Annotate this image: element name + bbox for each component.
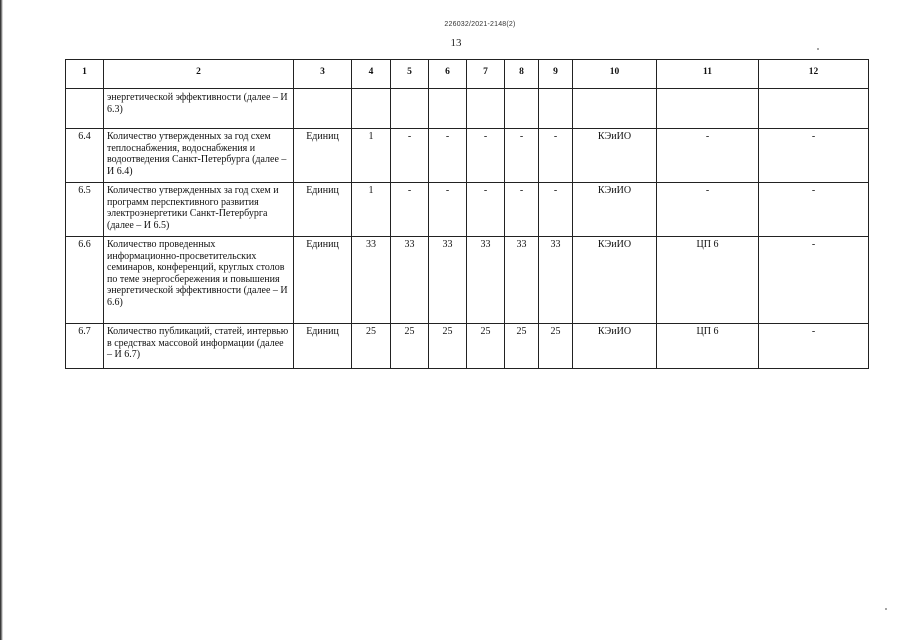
header-cell: 4 <box>352 60 391 89</box>
value-cell <box>352 89 391 129</box>
value-cell: 33 <box>467 237 505 324</box>
table-row-continuation <box>66 89 869 129</box>
value-cell <box>391 89 429 129</box>
executor-cell: КЭиИО <box>573 183 657 237</box>
value-cell <box>429 89 467 129</box>
unit-cell: Единиц <box>294 183 352 237</box>
header-cell: 3 <box>294 60 352 89</box>
value-cell: 1 <box>352 183 391 237</box>
value-cell: - <box>467 183 505 237</box>
value-cell: 1 <box>352 129 391 183</box>
value-cell: 33 <box>539 237 573 324</box>
page-number: 13 <box>450 37 462 49</box>
value-cell: 25 <box>505 324 539 369</box>
table-row <box>66 324 869 369</box>
scan-edge <box>0 0 3 640</box>
value-cell: 25 <box>352 324 391 369</box>
indicator-name-cell: Количество публикаций, статей, интервью в средствах массовой информации (далее – И 6.7) <box>104 324 294 369</box>
value-cell: - <box>539 183 573 237</box>
value-cell: - <box>429 129 467 183</box>
scan-speck <box>885 608 887 610</box>
value-cell: - <box>391 129 429 183</box>
table-header-row <box>66 60 869 89</box>
note-cell: - <box>759 129 869 183</box>
header-cell: 12 <box>759 60 869 89</box>
value-cell: 25 <box>391 324 429 369</box>
executor-cell <box>573 89 657 129</box>
executor-cell: КЭиИО <box>573 324 657 369</box>
indicator-name-cell: Количество утвержденных за год схем и программ перспективного развития электроэнергетики Санкт-Петербурга (далее – И 6.5) <box>104 183 294 237</box>
row-number-cell: 6.7 <box>66 324 104 369</box>
header-cell: 10 <box>573 60 657 89</box>
program-cell <box>657 89 759 129</box>
value-cell <box>505 89 539 129</box>
header-cell: 5 <box>391 60 429 89</box>
value-cell: 25 <box>539 324 573 369</box>
table-row <box>66 129 869 183</box>
value-cell: - <box>429 183 467 237</box>
row-number-cell <box>66 89 104 129</box>
value-cell: - <box>505 183 539 237</box>
registration-number: 226032/2021-2148(2) <box>444 21 516 28</box>
header-cell: 6 <box>429 60 467 89</box>
header-cell: 1 <box>66 60 104 89</box>
table-row <box>66 237 869 324</box>
header-cell: 7 <box>467 60 505 89</box>
program-cell: ЦП 6 <box>657 237 759 324</box>
unit-cell: Единиц <box>294 324 352 369</box>
program-cell: - <box>657 129 759 183</box>
table-row <box>66 183 869 237</box>
note-cell: - <box>759 183 869 237</box>
value-cell <box>539 89 573 129</box>
program-cell: - <box>657 183 759 237</box>
program-cell: ЦП 6 <box>657 324 759 369</box>
note-cell <box>759 89 869 129</box>
executor-cell: КЭиИО <box>573 129 657 183</box>
value-cell <box>467 89 505 129</box>
indicator-name-cell: Количество проведенных информационно-просветительских семинаров, конференций, круглых столов по теме энергосбережения и повышения энергетической эффективности (далее – И 6.6) <box>104 237 294 324</box>
header-cell: 2 <box>104 60 294 89</box>
value-cell: - <box>467 129 505 183</box>
value-cell: - <box>539 129 573 183</box>
value-cell: - <box>391 183 429 237</box>
header-cell: 8 <box>505 60 539 89</box>
header-cell: 9 <box>539 60 573 89</box>
value-cell: 25 <box>467 324 505 369</box>
indicator-name-cell: энергетической эффективности (далее – И 6.3) <box>104 89 294 129</box>
unit-cell: Единиц <box>294 237 352 324</box>
indicator-name-cell: Количество утвержденных за год схем теплоснабжения, водоснабжения и водоотведения Санкт-Петербурга (далее – И 6.4) <box>104 129 294 183</box>
note-cell: - <box>759 237 869 324</box>
value-cell: 25 <box>429 324 467 369</box>
indicators-table <box>65 59 869 369</box>
value-cell: 33 <box>429 237 467 324</box>
row-number-cell: 6.5 <box>66 183 104 237</box>
row-number-cell: 6.4 <box>66 129 104 183</box>
value-cell: 33 <box>352 237 391 324</box>
header-cell: 11 <box>657 60 759 89</box>
unit-cell <box>294 89 352 129</box>
executor-cell: КЭиИО <box>573 237 657 324</box>
value-cell: 33 <box>505 237 539 324</box>
unit-cell: Единиц <box>294 129 352 183</box>
note-cell: - <box>759 324 869 369</box>
row-number-cell: 6.6 <box>66 237 104 324</box>
value-cell: - <box>505 129 539 183</box>
value-cell: 33 <box>391 237 429 324</box>
